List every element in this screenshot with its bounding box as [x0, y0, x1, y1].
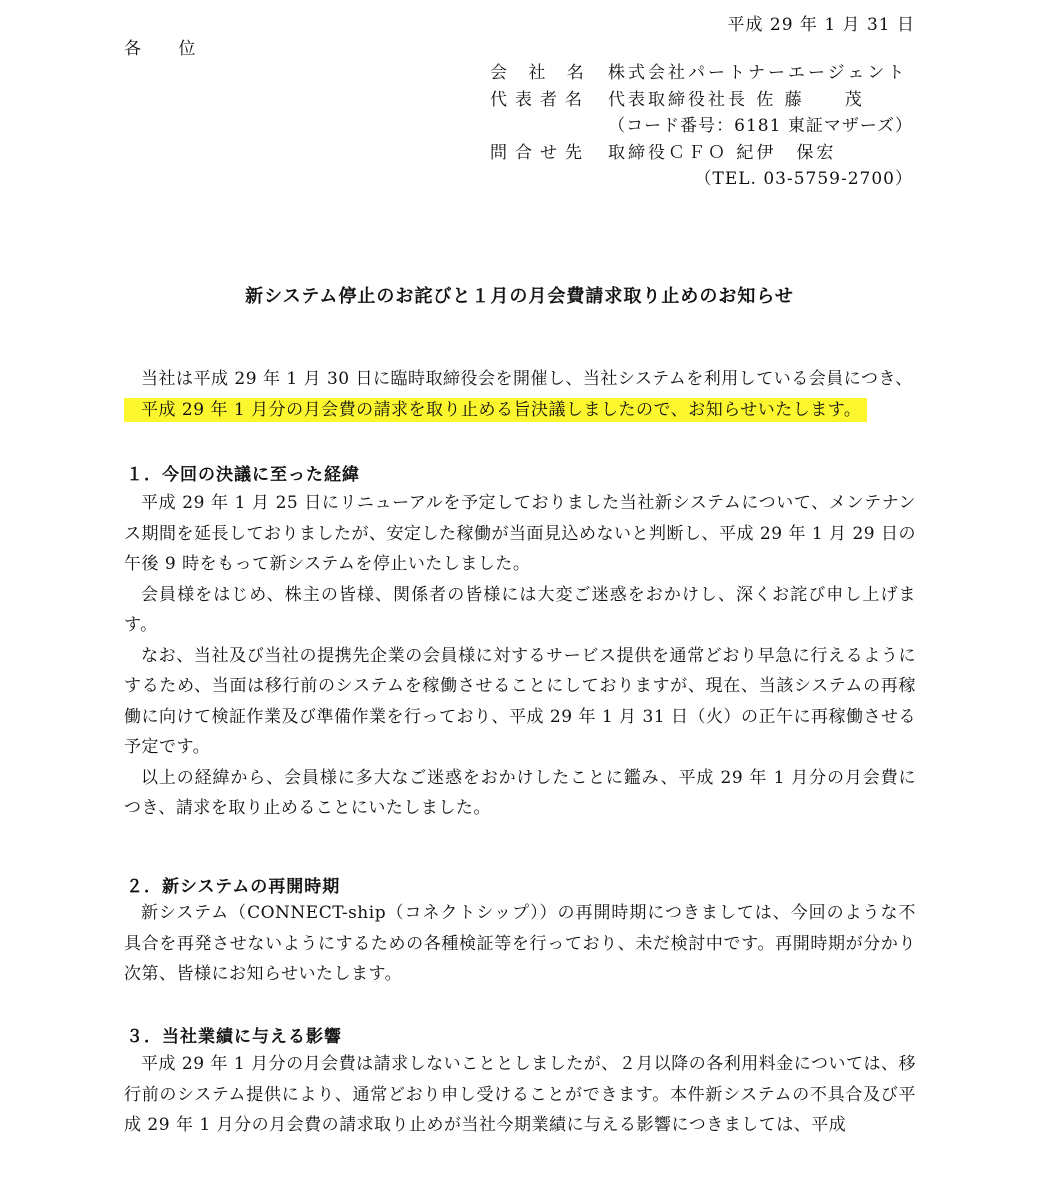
stock-code-note: （コード番号：6181 東証マザーズ） [608, 116, 913, 136]
telephone-note: （TEL. 03-5759-2700） [694, 169, 913, 189]
representative-row [490, 85, 865, 110]
document-date: 平成 29 年 1 月 31 日 [727, 15, 915, 35]
section-2-heading: ２．新システムの再開時期 [126, 877, 341, 897]
section-3-paragraph: 平成 29 年 1 月分の月会費は請求しないこととしましたが、２月以降の各利用料金については、移行前のシステム提供により、通常どおり申し受けることができます。本件新システムの不具合及び平成 29 年 1 月分の月会費の請求取り止めが当社今期業績に与える影響につきましては、平成 [124, 1054, 916, 1135]
section-1-paragraph: 平成 29 年 1 月 25 日にリニューアルを予定しておりました当社新システムについて、メンテナンス期間を延長しておりましたが、安定した稼働が当面見込めないと判断し、平成 29 年 1 月 29 日の午後 9 時をもって新システムを停止いたしました。 [124, 493, 917, 574]
document-title: 新システム停止のお詫びと１月の月会費請求取り止めのお知らせ [245, 286, 794, 307]
contact-label: 問合せ先 [490, 143, 590, 163]
representative-label: 代表者名 [490, 90, 590, 110]
addressee: 各 位 [124, 39, 212, 59]
section-1-paragraph: 会員様をはじめ、株主の皆様、関係者の皆様には大変ご迷惑をおかけし、深くお詫び申し上げます。 [124, 584, 916, 635]
section-2-body [124, 898, 916, 990]
intro-paragraph [124, 364, 916, 425]
highlighted-resolution: 平成 29 年 1 月分の月会費の請求を取り止める旨決議しましたので、お知らせいたします。 [124, 398, 867, 422]
section-3-heading: ３．当社業績に与える影響 [126, 1027, 342, 1047]
section-3-body [124, 1049, 916, 1141]
section-1-body [124, 488, 916, 824]
contact-row [490, 138, 836, 163]
contact-name: 取締役ＣＦＯ 紀伊 保宏 [608, 143, 837, 163]
company-label: 会 社 名 [490, 63, 592, 83]
company-row [490, 58, 907, 83]
section-1-paragraph: 以上の経緯から、会員様に多大なご迷惑をおかけしたことに鑑み、平成 29 年 1 月分の月会費につき、請求を取り止めることにいたしました。 [124, 767, 916, 818]
section-1-paragraph: なお、当社及び当社の提携先企業の会員様に対するサービス提供を通常どおり早急に行えるようにするため、当面は移行前のシステムを稼働させることにしておりますが、現在、当該システムの再稼働に向けて検証作業及び準備作業を行っており、平成 29 年 1 月 31 日（火）の正午に再稼働させる予定です。 [124, 645, 917, 757]
representative-name: 代表取締役社長 佐 藤 茂 [608, 90, 865, 110]
section-1-heading: １．今回の決議に至った経緯 [126, 465, 360, 485]
section-2-paragraph: 新システム（CONNECT-ship（コネクトシップ））の再開時期につきましては、今回のような不具合を再発させないようにするための各種検証等を行っており、未だ検討中です。再開時期が分かり次第、皆様にお知らせいたします。 [124, 903, 916, 984]
intro-line: 当社は平成 29 年 1 月 30 日に臨時取締役会を開催し、当社システムを利用している会員につき、 [141, 369, 913, 389]
company-name: 株式会社パートナーエージェント [608, 63, 908, 83]
